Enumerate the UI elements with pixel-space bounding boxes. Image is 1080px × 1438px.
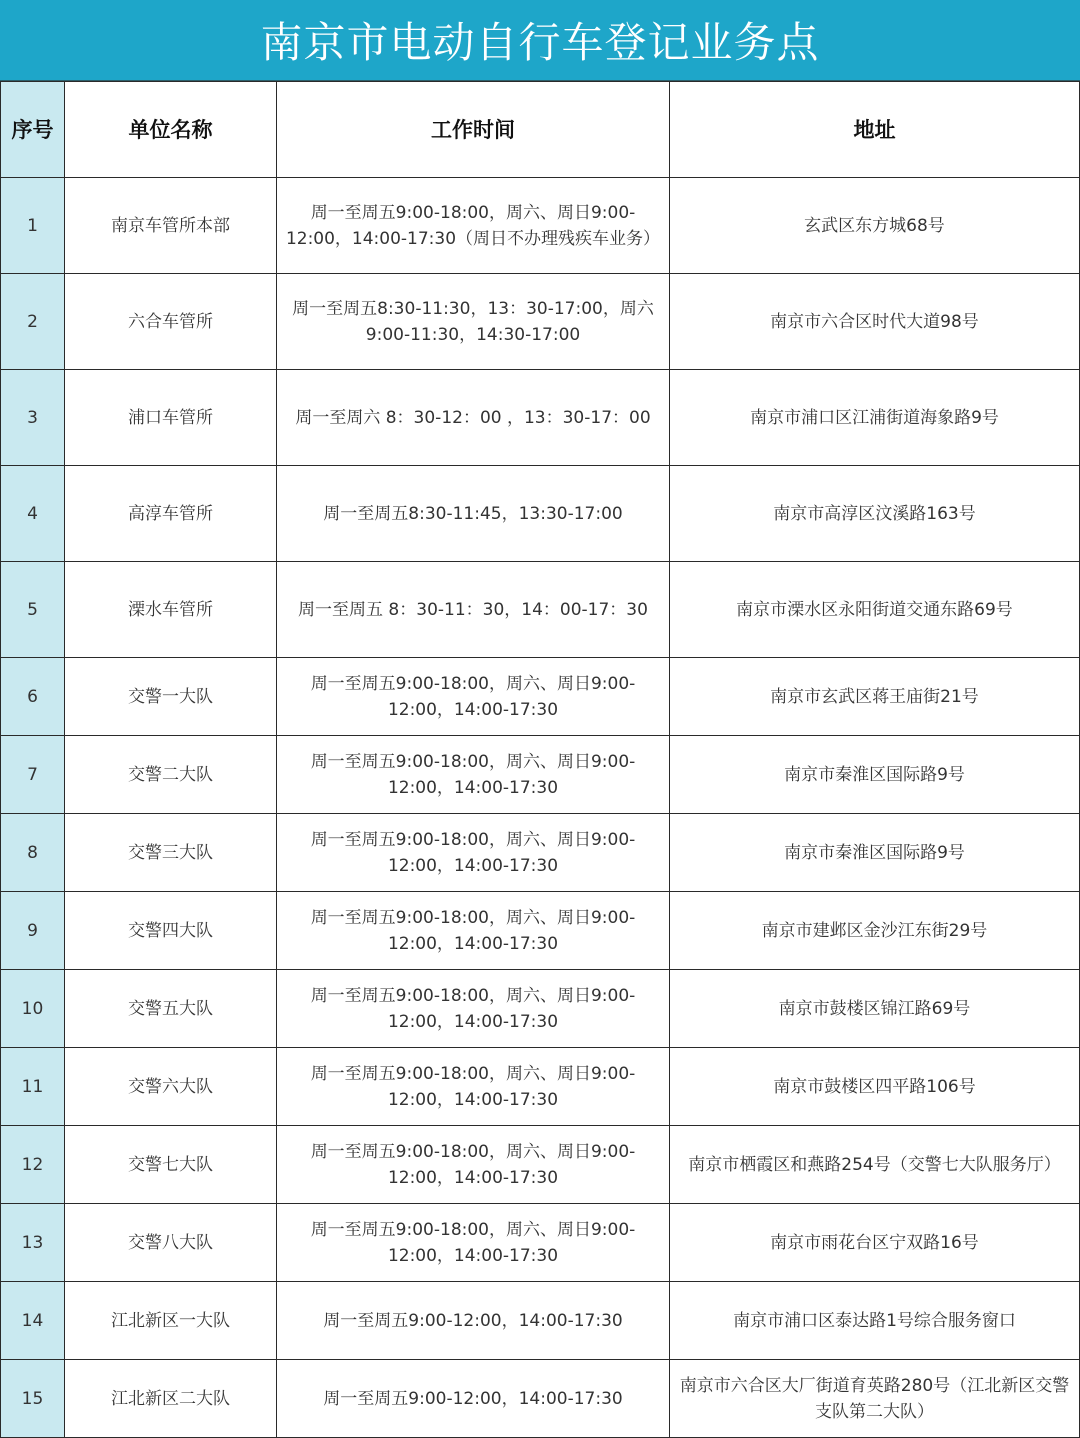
cell-index: 2	[1, 274, 65, 370]
cell-address: 南京市浦口区泰达路1号综合服务窗口	[670, 1282, 1080, 1360]
cell-name: 高淳车管所	[65, 466, 277, 562]
cell-address: 南京市浦口区江浦街道海象路9号	[670, 370, 1080, 466]
cell-hours: 周一至周五9:00-18:00，周六、周日9:00-12:00，14:00-17:30	[277, 814, 670, 892]
cell-hours: 周一至周五9:00-12:00，14:00-17:30	[277, 1360, 670, 1438]
cell-index: 5	[1, 562, 65, 658]
header-index: 序号	[1, 82, 65, 178]
cell-name: 交警五大队	[65, 970, 277, 1048]
cell-name: 江北新区一大队	[65, 1282, 277, 1360]
table-row	[1, 1282, 1080, 1360]
cell-address: 南京市鼓楼区锦江路69号	[670, 970, 1080, 1048]
cell-name: 江北新区二大队	[65, 1360, 277, 1438]
cell-hours: 周一至周五9:00-18:00，周六、周日9:00-12:00，14:00-17:30	[277, 658, 670, 736]
cell-index: 10	[1, 970, 65, 1048]
cell-name: 交警二大队	[65, 736, 277, 814]
cell-hours: 周一至周五 8：30-11：30，14：00-17：30	[277, 562, 670, 658]
header-hours: 工作时间	[277, 82, 670, 178]
cell-index: 3	[1, 370, 65, 466]
table-row	[1, 1126, 1080, 1204]
page-title: 南京市电动自行车登记业务点	[0, 0, 1080, 81]
cell-hours: 周一至周五8:30-11:45，13:30-17:00	[277, 466, 670, 562]
table-row	[1, 178, 1080, 274]
cell-hours: 周一至周五9:00-18:00，周六、周日9:00-12:00，14:00-17:30	[277, 736, 670, 814]
cell-index: 12	[1, 1126, 65, 1204]
registration-points-table	[0, 81, 1080, 1438]
table-row	[1, 466, 1080, 562]
cell-index: 13	[1, 1204, 65, 1282]
cell-hours: 周一至周五9:00-18:00，周六、周日9:00-12:00，14:00-17:30（周日不办理残疾车业务）	[277, 178, 670, 274]
table-row	[1, 1360, 1080, 1438]
table-row	[1, 562, 1080, 658]
cell-address: 南京市六合区大厂街道育英路280号（江北新区交警支队第二大队）	[670, 1360, 1080, 1438]
cell-index: 15	[1, 1360, 65, 1438]
cell-name: 南京车管所本部	[65, 178, 277, 274]
cell-name: 交警一大队	[65, 658, 277, 736]
cell-name: 交警七大队	[65, 1126, 277, 1204]
cell-hours: 周一至周五9:00-18:00，周六、周日9:00-12:00，14:00-17:30	[277, 1048, 670, 1126]
cell-address: 玄武区东方城68号	[670, 178, 1080, 274]
header-name: 单位名称	[65, 82, 277, 178]
cell-address: 南京市秦淮区国际路9号	[670, 814, 1080, 892]
cell-name: 六合车管所	[65, 274, 277, 370]
cell-address: 南京市建邺区金沙江东街29号	[670, 892, 1080, 970]
cell-name: 溧水车管所	[65, 562, 277, 658]
cell-index: 8	[1, 814, 65, 892]
cell-address: 南京市秦淮区国际路9号	[670, 736, 1080, 814]
cell-address: 南京市鼓楼区四平路106号	[670, 1048, 1080, 1126]
cell-index: 7	[1, 736, 65, 814]
cell-index: 4	[1, 466, 65, 562]
cell-address: 南京市溧水区永阳街道交通东路69号	[670, 562, 1080, 658]
cell-index: 11	[1, 1048, 65, 1126]
cell-address: 南京市高淳区汶溪路163号	[670, 466, 1080, 562]
cell-address: 南京市六合区时代大道98号	[670, 274, 1080, 370]
cell-hours: 周一至周六 8：30-12：00 ，13：30-17：00	[277, 370, 670, 466]
cell-address: 南京市栖霞区和燕路254号（交警七大队服务厅）	[670, 1126, 1080, 1204]
table-row	[1, 1204, 1080, 1282]
cell-hours: 周一至周五9:00-18:00，周六、周日9:00-12:00，14:00-17:30	[277, 1126, 670, 1204]
header-address: 地址	[670, 82, 1080, 178]
table-row	[1, 736, 1080, 814]
table-row	[1, 814, 1080, 892]
cell-name: 交警八大队	[65, 1204, 277, 1282]
cell-index: 6	[1, 658, 65, 736]
cell-name: 交警四大队	[65, 892, 277, 970]
table-row	[1, 370, 1080, 466]
cell-address: 南京市雨花台区宁双路16号	[670, 1204, 1080, 1282]
table-header-row	[1, 82, 1080, 178]
cell-name: 浦口车管所	[65, 370, 277, 466]
cell-hours: 周一至周五8:30-11:30，13：30-17:00，周六9:00-11:30，14:30-17:00	[277, 274, 670, 370]
table-row	[1, 892, 1080, 970]
table-row	[1, 658, 1080, 736]
cell-hours: 周一至周五9:00-18:00，周六、周日9:00-12:00，14:00-17:30	[277, 970, 670, 1048]
table-row	[1, 1048, 1080, 1126]
cell-name: 交警三大队	[65, 814, 277, 892]
table-row	[1, 970, 1080, 1048]
cell-index: 9	[1, 892, 65, 970]
cell-address: 南京市玄武区蒋王庙街21号	[670, 658, 1080, 736]
cell-index: 1	[1, 178, 65, 274]
cell-hours: 周一至周五9:00-12:00，14:00-17:30	[277, 1282, 670, 1360]
cell-index: 14	[1, 1282, 65, 1360]
table-row	[1, 274, 1080, 370]
cell-hours: 周一至周五9:00-18:00，周六、周日9:00-12:00，14:00-17:30	[277, 892, 670, 970]
cell-hours: 周一至周五9:00-18:00，周六、周日9:00-12:00，14:00-17:30	[277, 1204, 670, 1282]
cell-name: 交警六大队	[65, 1048, 277, 1126]
